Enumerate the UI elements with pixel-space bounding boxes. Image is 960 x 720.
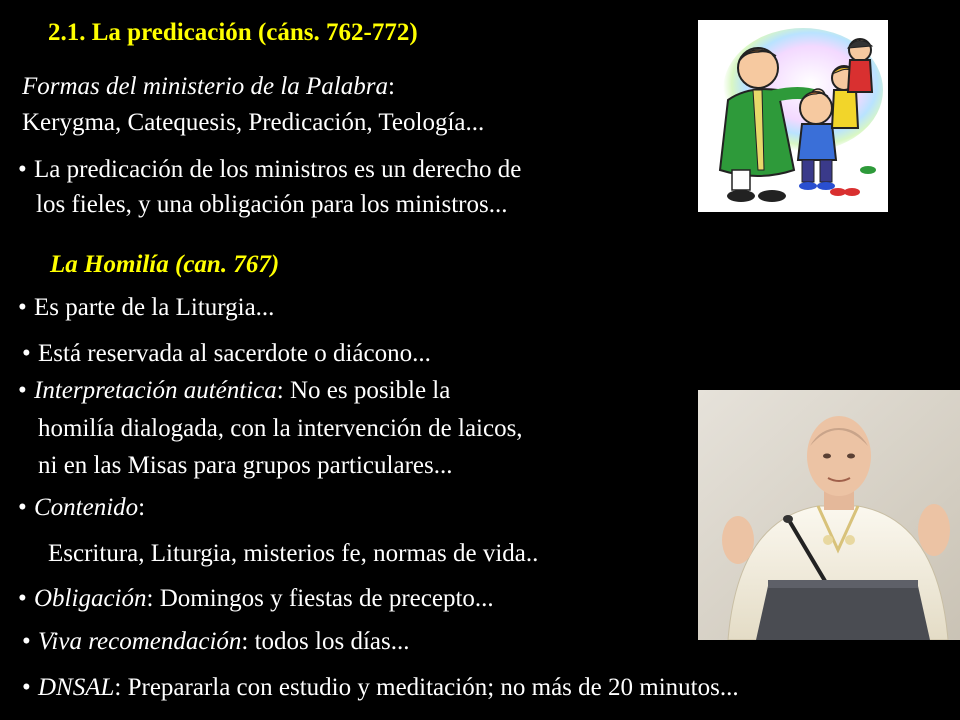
bullet-authentic-interpretation-cont2: ni en las Misas para grupos particulares... — [38, 452, 453, 479]
bullet-text: Está reservada al sacerdote o diácono... — [38, 340, 431, 367]
priest-preaching-photo — [698, 390, 960, 640]
bullet-text: La predicación de los ministros es un derecho de — [34, 156, 522, 183]
bullet-content — [18, 493, 145, 523]
bullet-text: : — [138, 494, 146, 521]
bullet-text: Es parte de la Liturgia... — [34, 294, 275, 321]
bullet-label: DNSAL — [38, 674, 115, 701]
bullet-glyph: • — [18, 494, 27, 521]
slide-title: 2.1. La predicación (cáns. 762-772) — [48, 19, 418, 46]
forms-colon: : — [387, 73, 395, 100]
bullet-predication-right-cont: los fieles, y una obligación para los ministros... — [36, 191, 508, 218]
forms-list: Kerygma, Catequesis, Predicación, Teología... — [22, 109, 485, 136]
bullet-glyph: • — [18, 294, 27, 321]
bullet-text: : todos los días... — [241, 628, 410, 655]
bullet-label: Interpretación auténtica — [34, 377, 277, 404]
priest-children-illustration — [698, 20, 888, 212]
homily-heading: La Homilía (can. 767) — [50, 251, 280, 278]
bullet-label: Contenido — [34, 494, 139, 521]
bullet-label: Viva recomendación — [38, 628, 242, 655]
bullet-glyph: • — [18, 156, 27, 183]
bullet-text: : Domingos y fiestas de precepto... — [146, 585, 494, 612]
bullet-reserved — [22, 339, 431, 369]
bullet-glyph: • — [22, 674, 31, 701]
bullet-glyph: • — [22, 340, 31, 367]
bullet-recommendation — [22, 627, 409, 657]
bullet-predication-right — [18, 155, 521, 185]
bullet-obligation — [18, 584, 494, 614]
forms-heading — [22, 72, 395, 102]
bullet-text: : No es posible la — [276, 377, 451, 404]
bullet-text: : Prepararla con estudio y meditación; no más de 20 minutos... — [114, 674, 739, 701]
bullet-glyph: • — [18, 377, 27, 404]
bullet-glyph: • — [22, 628, 31, 655]
forms-label: Formas del ministerio de la Palabra — [22, 73, 388, 100]
bullet-dnsal — [22, 673, 739, 703]
bullet-authentic-interpretation-cont: homilía dialogada, con la intervención de laicos, — [38, 415, 523, 442]
content-detail: Escritura, Liturgia, misterios fe, normas de vida.. — [48, 540, 539, 567]
bullet-authentic-interpretation — [18, 376, 450, 406]
bullet-liturgy-part — [18, 293, 274, 323]
bullet-label: Obligación — [34, 585, 147, 612]
bullet-glyph: • — [18, 585, 27, 612]
